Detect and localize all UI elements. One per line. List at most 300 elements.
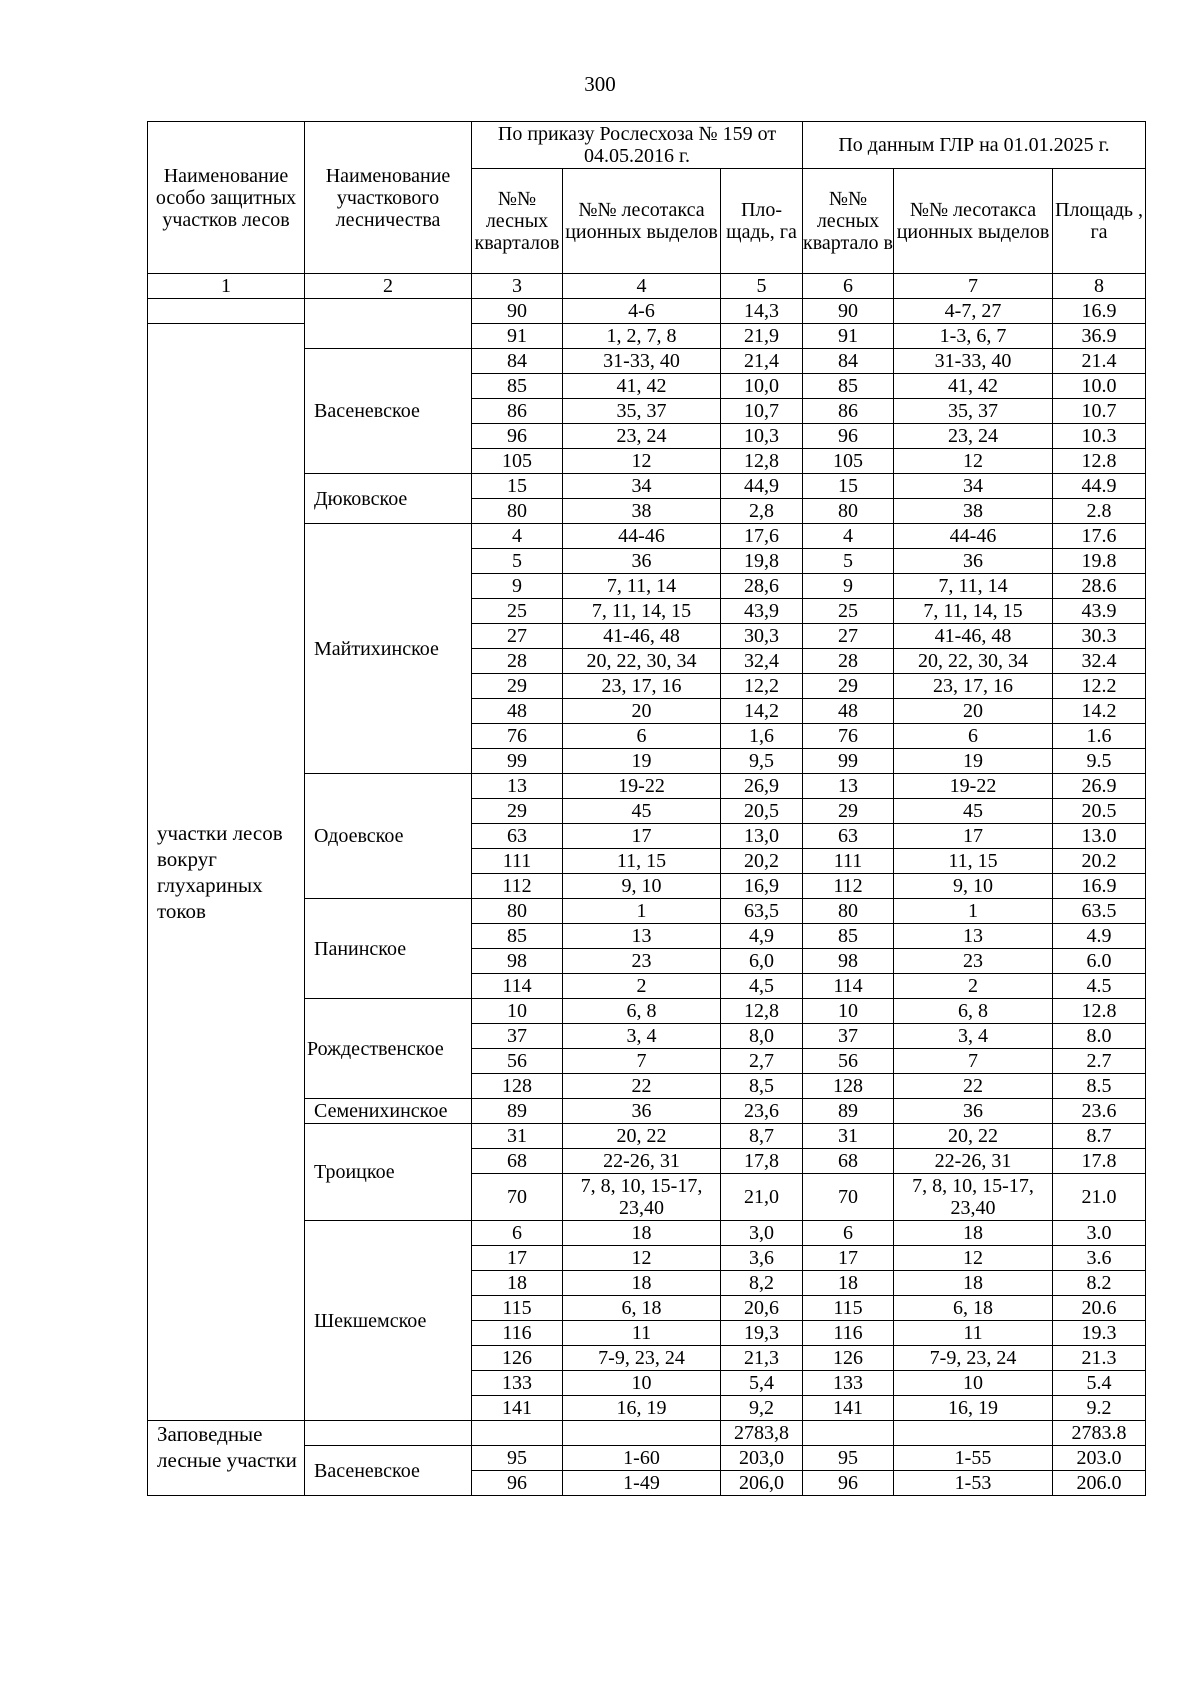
cell-b-vydel: 7-9, 23, 24 xyxy=(894,1346,1053,1371)
cell-a-kvartal: 89 xyxy=(472,1099,563,1124)
cell-b-kvartal: 68 xyxy=(803,1149,894,1174)
cell-a-area: 17,6 xyxy=(721,524,803,549)
cell-a-kvartal: 17 xyxy=(472,1246,563,1271)
cell-a-vydel: 31-33, 40 xyxy=(563,349,721,374)
cell-a-area: 21,0 xyxy=(721,1174,803,1221)
cell-a-area: 17,8 xyxy=(721,1149,803,1174)
cell-b-vydel: 3, 4 xyxy=(894,1024,1053,1049)
cell-b-vydel: 23 xyxy=(894,949,1053,974)
column-number: 2 xyxy=(305,274,472,299)
cell-b-area: 8.7 xyxy=(1053,1124,1146,1149)
cell-a-vydel: 23, 17, 16 xyxy=(563,674,721,699)
forestry-paninskoe: Панинское xyxy=(305,899,472,999)
cell-a-area: 13,0 xyxy=(721,824,803,849)
cell-a-vydel: 44-46 xyxy=(563,524,721,549)
cell-a-kvartal: 98 xyxy=(472,949,563,974)
cell-a-vydel: 35, 37 xyxy=(563,399,721,424)
cell-b-kvartal: 4 xyxy=(803,524,894,549)
cell-a-area: 3,0 xyxy=(721,1221,803,1246)
cell-b-area: 43.9 xyxy=(1053,599,1146,624)
cell-b-vydel: 1-55 xyxy=(894,1446,1053,1471)
cell-b-kvartal: 76 xyxy=(803,724,894,749)
cell-a-vydel: 1-49 xyxy=(563,1471,721,1496)
cell-b-area: 2783.8 xyxy=(1053,1421,1146,1446)
cell-b-kvartal: 13 xyxy=(803,774,894,799)
cell-a-area: 203,0 xyxy=(721,1446,803,1471)
cell-b-area: 10.7 xyxy=(1053,399,1146,424)
cell-a-area: 2,7 xyxy=(721,1049,803,1074)
cell-a-area: 8,2 xyxy=(721,1271,803,1296)
cell-a-area: 12,8 xyxy=(721,449,803,474)
cell-b-kvartal: 90 xyxy=(803,299,894,324)
cell-a-kvartal: 10 xyxy=(472,999,563,1024)
cell-b-area: 2.8 xyxy=(1053,499,1146,524)
cell-b-area: 32.4 xyxy=(1053,649,1146,674)
cell-b-area: 19.8 xyxy=(1053,549,1146,574)
cell-a-area: 9,5 xyxy=(721,749,803,774)
cell-a-area: 21,9 xyxy=(721,324,803,349)
cell-a-area: 206,0 xyxy=(721,1471,803,1496)
cell-a-vydel: 7-9, 23, 24 xyxy=(563,1346,721,1371)
cell-b-vydel: 20, 22, 30, 34 xyxy=(894,649,1053,674)
cell-a-kvartal: 13 xyxy=(472,774,563,799)
cell-a-kvartal: 28 xyxy=(472,649,563,674)
cell-a-area: 32,4 xyxy=(721,649,803,674)
cell-b-kvartal: 85 xyxy=(803,924,894,949)
cell-b-kvartal: 37 xyxy=(803,1024,894,1049)
cell-b-kvartal: 29 xyxy=(803,799,894,824)
forestry-vasenevskoe: Васеневское xyxy=(305,349,472,474)
cell-b-vydel: 7 xyxy=(894,1049,1053,1074)
cell-a-area: 1,6 xyxy=(721,724,803,749)
page-number: 300 xyxy=(584,72,616,96)
cell-a-area: 20,5 xyxy=(721,799,803,824)
cell-b-kvartal: 91 xyxy=(803,324,894,349)
cell-b-vydel: 36 xyxy=(894,549,1053,574)
cell-b-area: 13.0 xyxy=(1053,824,1146,849)
cell-b-vydel: 4-7, 27 xyxy=(894,299,1053,324)
empty-category-cell xyxy=(148,299,305,324)
cell-a-kvartal: 96 xyxy=(472,424,563,449)
forestry-dyukovskoe: Дюковское xyxy=(305,474,472,524)
cell-b-kvartal: 80 xyxy=(803,899,894,924)
cell-a-kvartal: 6 xyxy=(472,1221,563,1246)
cell-b-kvartal: 99 xyxy=(803,749,894,774)
cell-a-vydel: 11 xyxy=(563,1321,721,1346)
cell-a-vydel: 6 xyxy=(563,724,721,749)
cell-b-kvartal xyxy=(803,1421,894,1446)
cell-b-vydel: 1-53 xyxy=(894,1471,1053,1496)
cell-b-vydel: 18 xyxy=(894,1221,1053,1246)
cell-a-area: 30,3 xyxy=(721,624,803,649)
cell-a-kvartal: 29 xyxy=(472,799,563,824)
cell-a-area: 14,2 xyxy=(721,699,803,724)
cell-a-vydel: 1, 2, 7, 8 xyxy=(563,324,721,349)
cell-b-kvartal: 128 xyxy=(803,1074,894,1099)
cell-a-kvartal: 133 xyxy=(472,1371,563,1396)
cell-a-area: 8,5 xyxy=(721,1074,803,1099)
cell-b-area: 10.0 xyxy=(1053,374,1146,399)
cell-b-area: 44.9 xyxy=(1053,474,1146,499)
cell-b-kvartal: 85 xyxy=(803,374,894,399)
cell-a-vydel: 23, 24 xyxy=(563,424,721,449)
cell-a-vydel: 22-26, 31 xyxy=(563,1149,721,1174)
cell-a-kvartal: 90 xyxy=(472,299,563,324)
cell-a-kvartal: 15 xyxy=(472,474,563,499)
cell-a-area: 2783,8 xyxy=(721,1421,803,1446)
cell-a-vydel: 3, 4 xyxy=(563,1024,721,1049)
cell-b-kvartal: 9 xyxy=(803,574,894,599)
cell-b-vydel: 6, 18 xyxy=(894,1296,1053,1321)
cell-b-vydel: 1 xyxy=(894,899,1053,924)
category-glukhar-areas: участки лесов вокруг глухариных токов xyxy=(148,324,305,1421)
cell-a-area: 21,3 xyxy=(721,1346,803,1371)
cell-b-vydel: 11, 15 xyxy=(894,849,1053,874)
cell-a-kvartal: 18 xyxy=(472,1271,563,1296)
cell-a-vydel: 1 xyxy=(563,899,721,924)
cell-a-area: 5,4 xyxy=(721,1371,803,1396)
cell-b-vydel: 12 xyxy=(894,449,1053,474)
cell-a-kvartal: 9 xyxy=(472,574,563,599)
cell-a-kvartal: 116 xyxy=(472,1321,563,1346)
column-number: 8 xyxy=(1053,274,1146,299)
cell-a-vydel: 4-6 xyxy=(563,299,721,324)
cell-b-vydel: 35, 37 xyxy=(894,399,1053,424)
cell-b-kvartal: 126 xyxy=(803,1346,894,1371)
cell-a-kvartal: 105 xyxy=(472,449,563,474)
cell-b-kvartal: 98 xyxy=(803,949,894,974)
table-row xyxy=(148,1421,1146,1446)
cell-b-area: 21.3 xyxy=(1053,1346,1146,1371)
cell-b-area: 16.9 xyxy=(1053,874,1146,899)
cell-a-kvartal: 96 xyxy=(472,1471,563,1496)
cell-a-vydel: 19 xyxy=(563,749,721,774)
empty-forestry-cell xyxy=(305,299,472,349)
cell-a-vydel: 18 xyxy=(563,1221,721,1246)
cell-b-kvartal: 112 xyxy=(803,874,894,899)
cell-b-kvartal: 95 xyxy=(803,1446,894,1471)
cell-b-vydel: 11 xyxy=(894,1321,1053,1346)
cell-a-vydel: 20 xyxy=(563,699,721,724)
cell-b-area: 20.6 xyxy=(1053,1296,1146,1321)
cell-b-kvartal: 31 xyxy=(803,1124,894,1149)
cell-a-vydel: 9, 10 xyxy=(563,874,721,899)
cell-a-kvartal: 112 xyxy=(472,874,563,899)
cell-a-kvartal: 80 xyxy=(472,899,563,924)
cell-a-area: 43,9 xyxy=(721,599,803,624)
cell-b-area: 5.4 xyxy=(1053,1371,1146,1396)
cell-b-vydel: 23, 17, 16 xyxy=(894,674,1053,699)
cell-a-vydel: 20, 22, 30, 34 xyxy=(563,649,721,674)
cell-a-kvartal: 115 xyxy=(472,1296,563,1321)
cell-b-area: 63.5 xyxy=(1053,899,1146,924)
header-a-kvartal: №№ лесных кварталов xyxy=(472,169,563,274)
cell-a-vydel: 16, 19 xyxy=(563,1396,721,1421)
cell-a-vydel: 7, 11, 14 xyxy=(563,574,721,599)
cell-b-area: 17.8 xyxy=(1053,1149,1146,1174)
cell-a-vydel: 36 xyxy=(563,1099,721,1124)
column-number: 1 xyxy=(148,274,305,299)
cell-b-vydel: 36 xyxy=(894,1099,1053,1124)
cell-a-kvartal: 76 xyxy=(472,724,563,749)
cell-b-vydel: 13 xyxy=(894,924,1053,949)
cell-b-area: 4.9 xyxy=(1053,924,1146,949)
cell-b-area: 23.6 xyxy=(1053,1099,1146,1124)
cell-a-area: 16,9 xyxy=(721,874,803,899)
cell-b-vydel: 6 xyxy=(894,724,1053,749)
cell-b-area: 20.2 xyxy=(1053,849,1146,874)
cell-a-vydel: 45 xyxy=(563,799,721,824)
cell-a-kvartal: 70 xyxy=(472,1174,563,1221)
cell-a-vydel: 10 xyxy=(563,1371,721,1396)
cell-b-kvartal: 25 xyxy=(803,599,894,624)
cell-b-kvartal: 10 xyxy=(803,999,894,1024)
cell-b-kvartal: 89 xyxy=(803,1099,894,1124)
cell-a-kvartal: 95 xyxy=(472,1446,563,1471)
cell-a-kvartal: 91 xyxy=(472,324,563,349)
column-number: 5 xyxy=(721,274,803,299)
cell-b-vydel: 45 xyxy=(894,799,1053,824)
cell-a-kvartal: 31 xyxy=(472,1124,563,1149)
table-row xyxy=(148,299,1146,324)
cell-a-area: 8,0 xyxy=(721,1024,803,1049)
header-forestry: Наименование участкового лесничества xyxy=(305,122,472,274)
cell-a-kvartal: 27 xyxy=(472,624,563,649)
cell-b-area: 26.9 xyxy=(1053,774,1146,799)
cell-a-area: 19,8 xyxy=(721,549,803,574)
cell-a-kvartal: 56 xyxy=(472,1049,563,1074)
cell-a-vydel: 34 xyxy=(563,474,721,499)
cell-a-vydel: 1-60 xyxy=(563,1446,721,1471)
cell-b-vydel: 23, 24 xyxy=(894,424,1053,449)
cell-a-kvartal: 99 xyxy=(472,749,563,774)
cell-b-kvartal: 86 xyxy=(803,399,894,424)
cell-b-area: 3.6 xyxy=(1053,1246,1146,1271)
cell-b-kvartal: 17 xyxy=(803,1246,894,1271)
cell-b-area: 17.6 xyxy=(1053,524,1146,549)
cell-a-vydel: 6, 8 xyxy=(563,999,721,1024)
cell-a-kvartal: 114 xyxy=(472,974,563,999)
cell-a-area: 14,3 xyxy=(721,299,803,324)
cell-b-area: 12.8 xyxy=(1053,999,1146,1024)
cell-b-vydel: 41, 42 xyxy=(894,374,1053,399)
cell-b-vydel: 19-22 xyxy=(894,774,1053,799)
cell-a-area: 20,6 xyxy=(721,1296,803,1321)
cell-b-area: 203.0 xyxy=(1053,1446,1146,1471)
cell-b-vydel: 7, 11, 14 xyxy=(894,574,1053,599)
cell-b-area: 10.3 xyxy=(1053,424,1146,449)
cell-b-area: 8.5 xyxy=(1053,1074,1146,1099)
cell-a-kvartal: 111 xyxy=(472,849,563,874)
cell-b-vydel: 22 xyxy=(894,1074,1053,1099)
cell-a-kvartal: 4 xyxy=(472,524,563,549)
cell-b-area: 2.7 xyxy=(1053,1049,1146,1074)
cell-a-kvartal: 29 xyxy=(472,674,563,699)
forest-areas-table xyxy=(147,121,1146,1496)
cell-b-area: 20.5 xyxy=(1053,799,1146,824)
cell-a-vydel: 2 xyxy=(563,974,721,999)
cell-a-kvartal: 48 xyxy=(472,699,563,724)
cell-a-area: 2,8 xyxy=(721,499,803,524)
cell-a-vydel: 41, 42 xyxy=(563,374,721,399)
forestry-maytikhinskoe: Майтихинское xyxy=(305,524,472,774)
cell-a-vydel: 38 xyxy=(563,499,721,524)
cell-a-kvartal: 25 xyxy=(472,599,563,624)
cell-a-vydel: 22 xyxy=(563,1074,721,1099)
cell-b-area: 16.9 xyxy=(1053,299,1146,324)
cell-a-vydel: 36 xyxy=(563,549,721,574)
cell-b-area: 1.6 xyxy=(1053,724,1146,749)
cell-a-vydel: 19-22 xyxy=(563,774,721,799)
cell-b-kvartal: 133 xyxy=(803,1371,894,1396)
cell-b-kvartal: 18 xyxy=(803,1271,894,1296)
cell-a-area: 44,9 xyxy=(721,474,803,499)
cell-a-vydel: 7, 11, 14, 15 xyxy=(563,599,721,624)
cell-b-vydel: 2 xyxy=(894,974,1053,999)
cell-b-area: 21.4 xyxy=(1053,349,1146,374)
cell-b-area: 8.0 xyxy=(1053,1024,1146,1049)
forestry-odoevskoe: Одоевское xyxy=(305,774,472,899)
cell-a-vydel: 12 xyxy=(563,449,721,474)
cell-b-kvartal: 111 xyxy=(803,849,894,874)
cell-b-area: 3.0 xyxy=(1053,1221,1146,1246)
cell-b-vydel: 7, 11, 14, 15 xyxy=(894,599,1053,624)
cell-b-vydel: 9, 10 xyxy=(894,874,1053,899)
cell-b-area: 19.3 xyxy=(1053,1321,1146,1346)
cell-b-kvartal: 63 xyxy=(803,824,894,849)
cell-b-vydel: 34 xyxy=(894,474,1053,499)
cell-b-kvartal: 15 xyxy=(803,474,894,499)
cell-a-area: 19,3 xyxy=(721,1321,803,1346)
cell-b-vydel: 10 xyxy=(894,1371,1053,1396)
cell-b-vydel: 6, 8 xyxy=(894,999,1053,1024)
column-number: 4 xyxy=(563,274,721,299)
cell-a-vydel: 23 xyxy=(563,949,721,974)
cell-b-area: 14.2 xyxy=(1053,699,1146,724)
cell-a-vydel: 7, 8, 10, 15-17, 23,40 xyxy=(563,1174,721,1221)
cell-b-vydel: 31-33, 40 xyxy=(894,349,1053,374)
cell-b-vydel: 44-46 xyxy=(894,524,1053,549)
cell-a-area: 12,2 xyxy=(721,674,803,699)
cell-a-vydel: 7 xyxy=(563,1049,721,1074)
cell-a-area: 23,6 xyxy=(721,1099,803,1124)
cell-b-vydel xyxy=(894,1421,1053,1446)
forestry-shekshemskoe: Шекшемское xyxy=(305,1221,472,1421)
cell-b-kvartal: 96 xyxy=(803,424,894,449)
column-number: 3 xyxy=(472,274,563,299)
cell-a-kvartal: 37 xyxy=(472,1024,563,1049)
cell-a-vydel: 17 xyxy=(563,824,721,849)
cell-b-area: 9.5 xyxy=(1053,749,1146,774)
cell-a-area: 26,9 xyxy=(721,774,803,799)
cell-b-area: 4.5 xyxy=(1053,974,1146,999)
cell-b-area: 8.2 xyxy=(1053,1271,1146,1296)
cell-b-kvartal: 27 xyxy=(803,624,894,649)
cell-a-area: 10,0 xyxy=(721,374,803,399)
header-protective-areas: Наименование особо защитных участков лесов xyxy=(148,122,305,274)
forestry-troitskoe: Троицкое xyxy=(305,1124,472,1221)
cell-a-kvartal: 128 xyxy=(472,1074,563,1099)
header-b-kvartal: №№ лесных квартало в xyxy=(803,169,894,274)
cell-a-area: 8,7 xyxy=(721,1124,803,1149)
cell-a-area: 21,4 xyxy=(721,349,803,374)
header-a-area: Пло-щадь, га xyxy=(721,169,803,274)
column-number: 7 xyxy=(894,274,1053,299)
cell-b-area: 36.9 xyxy=(1053,324,1146,349)
header-a-vydel: №№ лесотакса ционных выделов xyxy=(563,169,721,274)
cell-a-area: 3,6 xyxy=(721,1246,803,1271)
cell-a-area: 4,9 xyxy=(721,924,803,949)
cell-b-area: 6.0 xyxy=(1053,949,1146,974)
cell-b-kvartal: 96 xyxy=(803,1471,894,1496)
cell-b-kvartal: 105 xyxy=(803,449,894,474)
cell-b-kvartal: 114 xyxy=(803,974,894,999)
cell-b-vydel: 1-3, 6, 7 xyxy=(894,324,1053,349)
cell-a-kvartal: 86 xyxy=(472,399,563,424)
forestry-rozhdestvenskoe: Рождественское xyxy=(305,999,472,1099)
cell-a-vydel: 18 xyxy=(563,1271,721,1296)
cell-a-vydel: 20, 22 xyxy=(563,1124,721,1149)
cell-a-vydel: 41-46, 48 xyxy=(563,624,721,649)
cell-b-vydel: 17 xyxy=(894,824,1053,849)
cell-b-area: 206.0 xyxy=(1053,1471,1146,1496)
cell-b-kvartal: 84 xyxy=(803,349,894,374)
forestry-vasenevskoe: Васеневское xyxy=(305,1446,472,1496)
cell-b-area: 30.3 xyxy=(1053,624,1146,649)
header-glr-data: По данным ГЛР на 01.01.2025 г. xyxy=(803,122,1146,169)
cell-b-area: 21.0 xyxy=(1053,1174,1146,1221)
cell-a-kvartal: 63 xyxy=(472,824,563,849)
cell-b-kvartal: 5 xyxy=(803,549,894,574)
cell-b-kvartal: 56 xyxy=(803,1049,894,1074)
cell-b-vydel: 20, 22 xyxy=(894,1124,1053,1149)
cell-b-vydel: 19 xyxy=(894,749,1053,774)
header-b-area: Площадь , га xyxy=(1053,169,1146,274)
cell-b-kvartal: 116 xyxy=(803,1321,894,1346)
cell-b-kvartal: 29 xyxy=(803,674,894,699)
cell-a-vydel: 12 xyxy=(563,1246,721,1271)
cell-b-vydel: 41-46, 48 xyxy=(894,624,1053,649)
forestry-semenikhinskoe: Семенихинское xyxy=(305,1099,472,1124)
cell-a-kvartal: 126 xyxy=(472,1346,563,1371)
cell-a-area: 9,2 xyxy=(721,1396,803,1421)
table-row xyxy=(148,324,1146,349)
cell-b-kvartal: 141 xyxy=(803,1396,894,1421)
cell-a-area: 28,6 xyxy=(721,574,803,599)
empty-forestry-cell xyxy=(305,1421,472,1446)
cell-b-kvartal: 28 xyxy=(803,649,894,674)
cell-a-kvartal: 84 xyxy=(472,349,563,374)
cell-a-vydel: 11, 15 xyxy=(563,849,721,874)
cell-a-vydel: 6, 18 xyxy=(563,1296,721,1321)
cell-a-kvartal: 68 xyxy=(472,1149,563,1174)
cell-b-area: 9.2 xyxy=(1053,1396,1146,1421)
cell-a-area: 6,0 xyxy=(721,949,803,974)
cell-a-area: 10,7 xyxy=(721,399,803,424)
cell-b-vydel: 12 xyxy=(894,1246,1053,1271)
cell-a-area: 4,5 xyxy=(721,974,803,999)
cell-a-kvartal: 85 xyxy=(472,374,563,399)
cell-b-vydel: 20 xyxy=(894,699,1053,724)
cell-a-area: 63,5 xyxy=(721,899,803,924)
cell-b-kvartal: 80 xyxy=(803,499,894,524)
cell-b-vydel: 38 xyxy=(894,499,1053,524)
cell-a-vydel xyxy=(563,1421,721,1446)
cell-a-kvartal xyxy=(472,1421,563,1446)
cell-a-area: 20,2 xyxy=(721,849,803,874)
cell-b-kvartal: 6 xyxy=(803,1221,894,1246)
cell-a-vydel: 13 xyxy=(563,924,721,949)
